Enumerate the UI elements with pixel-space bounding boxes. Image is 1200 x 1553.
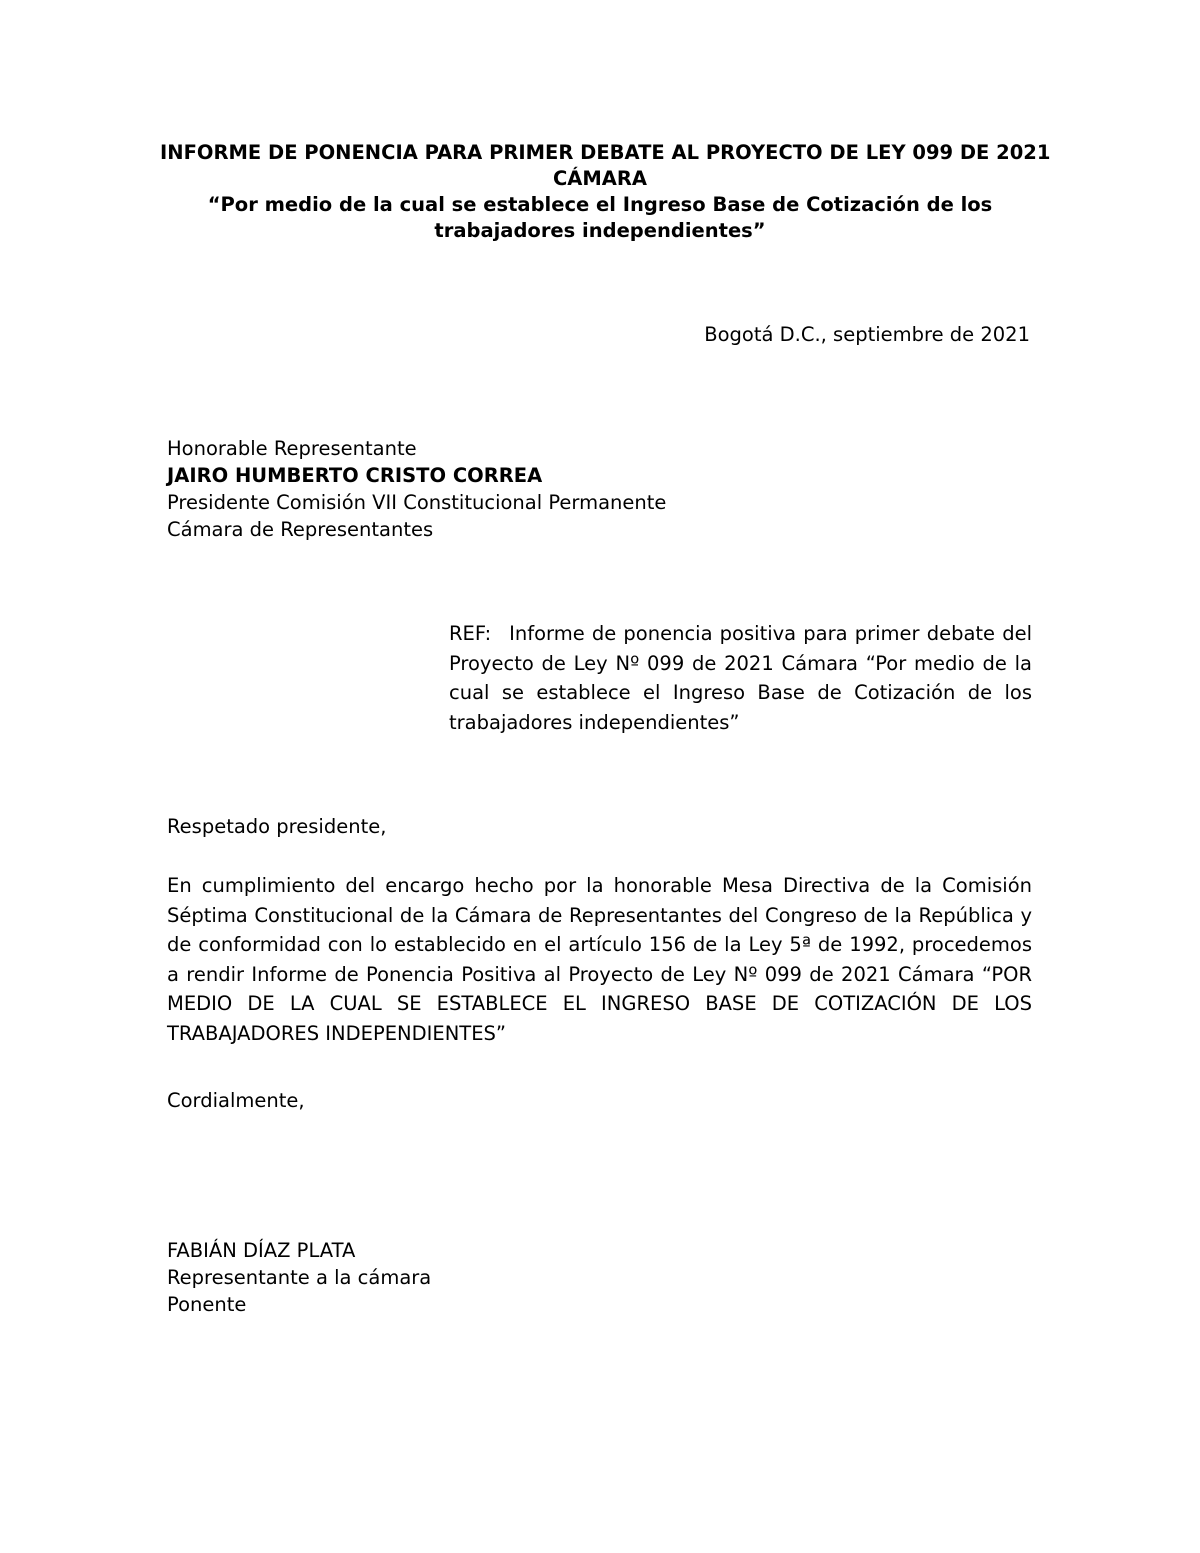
reference-label: REF: — [449, 622, 492, 645]
signature-block — [167, 1237, 431, 1318]
body-paragraph: En cumplimiento del encargo hecho por la honorable Mesa Directiva de la Comisión Séptima Constitucional de la Cámara de Representantes del Congreso de la República y de conformidad con lo establecido en el artículo 156 de la Ley 5ª de 1992, procedemos a rendir Informe de Ponencia Positiva al Proyecto de Ley Nº 099 de 2021 Cámara “POR MEDIO DE LA CUAL SE ESTABLECE EL INGRESO BASE DE COTIZACIÓN DE LOS TRABAJADORES INDEPENDIENTES” — [167, 874, 1032, 1045]
document-date: Bogotá D.C., septiembre de 2021 — [704, 323, 1030, 346]
title-line-1: INFORME DE PONENCIA PARA PRIMER DEBATE AL PROYECTO DE LEY 099 DE 2021 — [160, 141, 1051, 164]
document-title — [160, 140, 1051, 244]
signature-name: FABIÁN DÍAZ PLATA — [167, 1239, 356, 1262]
recipient-institution: Cámara de Representantes — [167, 518, 434, 541]
title-line-4: trabajadores independientes” — [434, 219, 766, 242]
closing: Cordialmente, — [167, 1089, 305, 1112]
recipient-position: Presidente Comisión VII Constitucional Permanente — [167, 491, 667, 514]
signature-capacity: Ponente — [167, 1293, 247, 1316]
salutation: Respetado presidente, — [167, 815, 387, 838]
recipient-name: JAIRO HUMBERTO CRISTO CORREA — [167, 464, 543, 487]
recipient-salutation-title: Honorable Representante — [167, 437, 417, 460]
recipient-block — [167, 435, 666, 543]
reference-block — [449, 619, 1032, 737]
signature-role: Representante a la cámara — [167, 1266, 432, 1289]
title-line-2: CÁMARA — [552, 167, 647, 190]
reference-text: Informe de ponencia positiva para primer debate del Proyecto de Ley Nº 099 de 2021 Cámara “Por medio de la cual se establece el Ingreso Base de Cotización de los trabajadores independientes” — [449, 622, 1032, 734]
title-line-3: “Por medio de la cual se establece el Ingreso Base de Cotización de los — [207, 193, 993, 216]
